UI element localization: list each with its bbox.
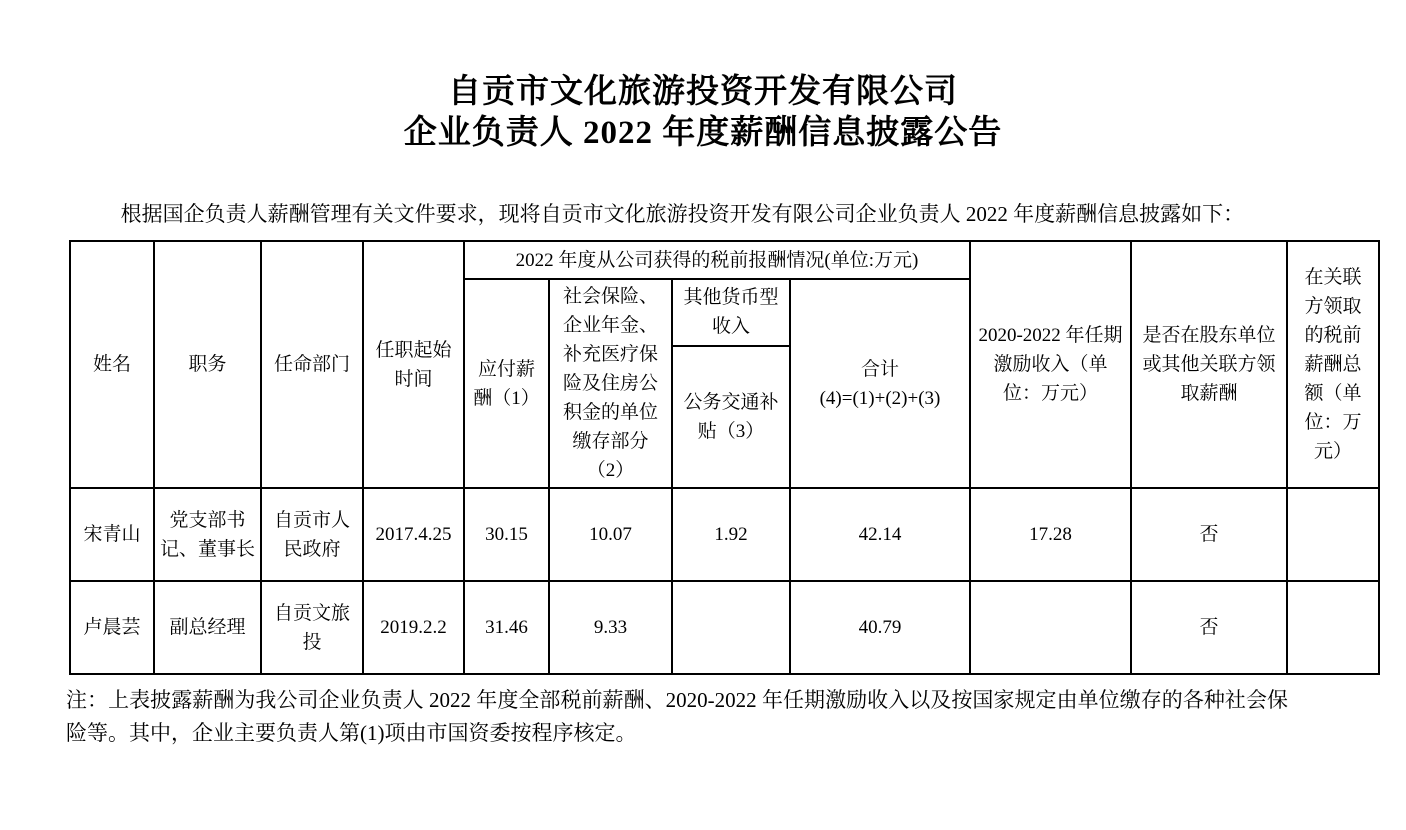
header-related-party-flag: 是否在股东单位或其他关联方领取薪酬 — [1131, 241, 1287, 488]
cell-start-date: 2019.2.2 — [363, 581, 464, 674]
cell-salary: 30.15 — [464, 488, 549, 581]
cell-dept: 自贡市人民政府 — [261, 488, 363, 581]
cell-position: 党支部书记、董事长 — [154, 488, 261, 581]
table-row — [70, 488, 1379, 581]
cell-position: 副总经理 — [154, 581, 261, 674]
cell-related-amount — [1287, 488, 1379, 581]
header-total-formula: (4)=(1)+(2)+(3) — [819, 387, 941, 409]
cell-incentive: 17.28 — [970, 488, 1131, 581]
header-payable-salary: 应付薪酬（1） — [464, 279, 549, 488]
intro-paragraph: 根据国企负责人薪酬管理有关文件要求，现将自贡市文化旅游投资开发有限公司企业负责人 2022 年度薪酬信息披露如下： — [120, 202, 1245, 226]
salary-disclosure-table — [69, 240, 1380, 675]
header-pretax-group: 2022 年度从公司获得的税前报酬情况(单位:万元) — [464, 241, 970, 279]
header-row-1 — [70, 241, 1379, 279]
cell-related-amount — [1287, 581, 1379, 674]
cell-insurance: 9.33 — [549, 581, 672, 674]
header-related-party-amount: 在关联方领取的税前薪酬总额（单位：万元） — [1287, 241, 1379, 488]
cell-total: 42.14 — [790, 488, 970, 581]
header-tenure-incentive: 2020-2022 年任期激励收入（单位：万元） — [970, 241, 1131, 488]
cell-incentive — [970, 581, 1131, 674]
cell-related-flag: 否 — [1131, 488, 1287, 581]
header-start-date: 任职起始时间 — [363, 241, 464, 488]
header-total-label: 合计 — [860, 358, 899, 380]
cell-salary: 31.46 — [464, 581, 549, 674]
title-line-1: 自贡市文化旅游投资开发有限公司 — [448, 74, 958, 110]
cell-insurance: 10.07 — [549, 488, 672, 581]
table-row — [70, 581, 1379, 674]
document-title — [0, 0, 1406, 154]
header-position: 职务 — [154, 241, 261, 488]
header-total — [790, 279, 970, 488]
header-name: 姓名 — [70, 241, 154, 488]
header-social-insurance: 社会保险、企业年金、补充医疗保险及住房公积金的单位缴存部分（2） — [549, 279, 672, 488]
cell-related-flag: 否 — [1131, 581, 1287, 674]
cell-subsidy — [672, 581, 790, 674]
header-other-monetary-income: 其他货币型收入 — [672, 279, 790, 346]
cell-name: 宋青山 — [70, 488, 154, 581]
title-line-2: 企业负责人 2022 年度薪酬信息披露公告 — [403, 115, 1003, 151]
header-transport-subsidy: 公务交通补贴（3） — [672, 346, 790, 488]
cell-dept: 自贡文旅投 — [261, 581, 363, 674]
footnote-paragraph: 注：上表披露薪酬为我公司企业负责人 2022 年度全部税前薪酬、2020-2022 年任期激励收入以及按国家规定由单位缴存的各种社会保险等。其中，企业主要负责人第(1)项由市国资委按程序核定。 — [66, 688, 1288, 745]
cell-total: 40.79 — [790, 581, 970, 674]
cell-subsidy: 1.92 — [672, 488, 790, 581]
cell-name: 卢晨芸 — [70, 581, 154, 674]
cell-start-date: 2017.4.25 — [363, 488, 464, 581]
header-appointing-dept: 任命部门 — [261, 241, 363, 488]
